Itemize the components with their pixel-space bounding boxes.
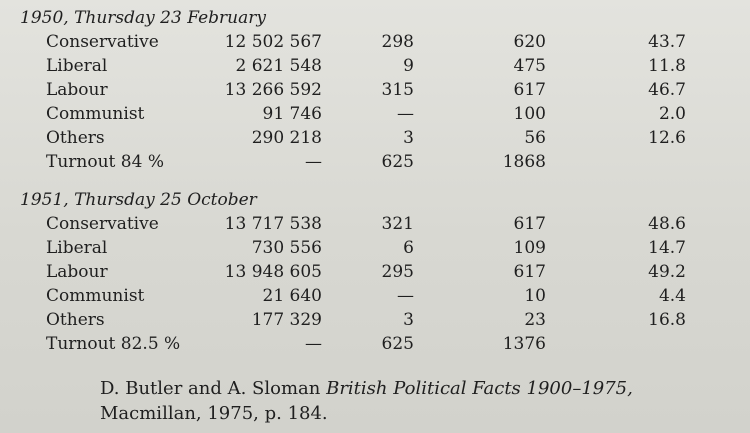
- candidates-value: 620: [513, 32, 546, 52]
- seats-value: 315: [381, 80, 414, 100]
- seats-value: 625: [381, 152, 414, 172]
- table-row: [0, 262, 750, 286]
- table-row: [0, 128, 750, 152]
- candidates-value: 475: [513, 56, 546, 76]
- votes-value: 13 266 592: [224, 80, 322, 100]
- source-publisher: Macmillan, 1975, p. 184.: [100, 403, 328, 424]
- candidates-value: 109: [513, 238, 546, 258]
- candidates-value: 56: [524, 128, 546, 148]
- party-name: Others: [46, 128, 105, 148]
- table-row: [0, 32, 750, 56]
- section-heading-1950: 1950, Thursday 23 February: [20, 8, 266, 28]
- party-name: Others: [46, 310, 105, 330]
- percent-value: 49.2: [648, 262, 686, 282]
- table-row: [0, 56, 750, 80]
- party-name: Conservative: [46, 32, 159, 52]
- votes-value: 13 948 605: [224, 262, 322, 282]
- votes-value: 730 556: [251, 238, 322, 258]
- table-row: [0, 286, 750, 310]
- votes-value: —: [305, 334, 322, 354]
- party-name: Communist: [46, 286, 145, 306]
- percent-value: 48.6: [648, 214, 686, 234]
- table-row: [0, 80, 750, 104]
- percent-value: 4.4: [658, 286, 686, 306]
- percent-value: 16.8: [648, 310, 686, 330]
- table-row: [0, 310, 750, 334]
- candidates-value: 23: [524, 310, 546, 330]
- turnout-label: Turnout 84 %: [46, 152, 164, 172]
- votes-value: 290 218: [251, 128, 322, 148]
- source-citation: [100, 376, 740, 426]
- table-row: [0, 104, 750, 128]
- votes-value: —: [305, 152, 322, 172]
- table-row-turnout: [0, 152, 750, 176]
- seats-value: 9: [403, 56, 414, 76]
- table-row-turnout: [0, 334, 750, 358]
- votes-value: 21 640: [262, 286, 322, 306]
- percent-value: 46.7: [648, 80, 686, 100]
- votes-value: 13 717 538: [224, 214, 322, 234]
- votes-value: 177 329: [251, 310, 322, 330]
- source-title: British Political Facts 1900–1975,: [326, 378, 633, 399]
- source-authors: D. Butler and A. Sloman: [100, 378, 321, 399]
- seats-value: —: [397, 104, 414, 124]
- seats-value: 298: [381, 32, 414, 52]
- votes-value: 2 621 548: [235, 56, 322, 76]
- party-name: Conservative: [46, 214, 159, 234]
- percent-value: 11.8: [648, 56, 686, 76]
- seats-value: 3: [403, 310, 414, 330]
- seats-value: 625: [381, 334, 414, 354]
- table-row: [0, 238, 750, 262]
- party-name: Communist: [46, 104, 145, 124]
- seats-value: —: [397, 286, 414, 306]
- seats-value: 321: [381, 214, 414, 234]
- party-name: Labour: [46, 262, 108, 282]
- candidates-value: 1376: [502, 334, 546, 354]
- section-heading-1951: 1951, Thursday 25 October: [20, 190, 257, 210]
- party-name: Liberal: [46, 238, 108, 258]
- candidates-value: 617: [513, 214, 546, 234]
- table-row: [0, 214, 750, 238]
- party-name: Labour: [46, 80, 108, 100]
- percent-value: 14.7: [648, 238, 686, 258]
- percent-value: 2.0: [658, 104, 686, 124]
- candidates-value: 1868: [502, 152, 546, 172]
- candidates-value: 617: [513, 80, 546, 100]
- party-name: Liberal: [46, 56, 108, 76]
- candidates-value: 100: [513, 104, 546, 124]
- percent-value: 43.7: [648, 32, 686, 52]
- seats-value: 3: [403, 128, 414, 148]
- candidates-value: 10: [524, 286, 546, 306]
- candidates-value: 617: [513, 262, 546, 282]
- percent-value: 12.6: [648, 128, 686, 148]
- turnout-label: Turnout 82.5 %: [46, 334, 181, 354]
- seats-value: 6: [403, 238, 414, 258]
- votes-value: 91 746: [262, 104, 322, 124]
- seats-value: 295: [381, 262, 414, 282]
- votes-value: 12 502 567: [224, 32, 322, 52]
